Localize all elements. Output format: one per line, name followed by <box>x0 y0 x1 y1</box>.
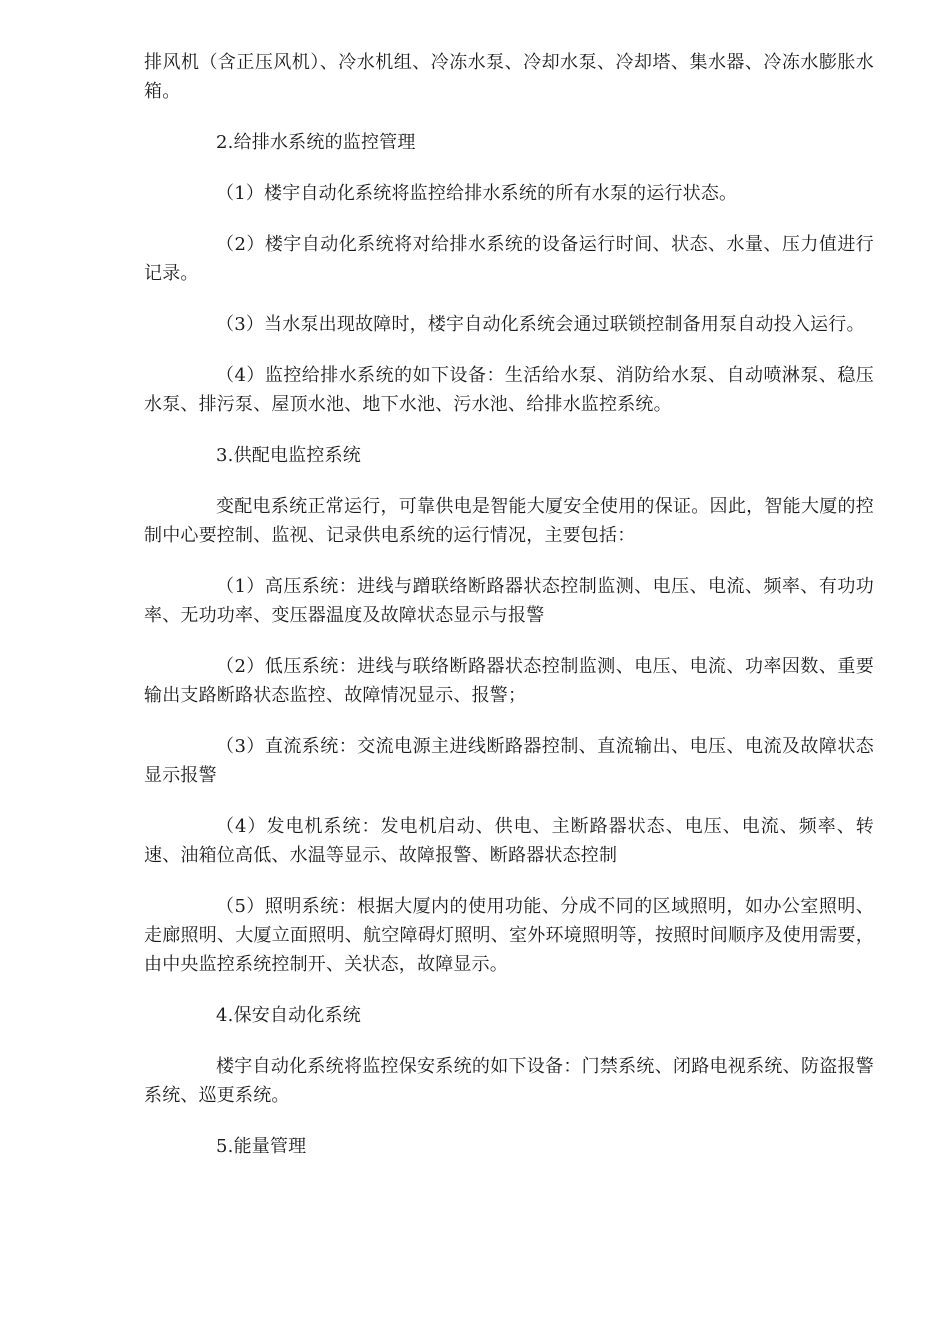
section-heading-water: 2.给排水系统的监控管理 <box>216 132 416 153</box>
section-heading-power: 3.供配电监控系统 <box>216 445 361 466</box>
power-item-3: （3）直流系统：交流电源主进线断路器控制、直流输出、电压、电流及故障状态显示报警 <box>144 736 874 786</box>
water-item-3: （3）当水泵出现故障时，楼宇自动化系统会通过联锁控制备用泵自动投入运行。 <box>216 314 865 335</box>
section-heading-security: 4.保安自动化系统 <box>216 1005 361 1026</box>
power-item-1: （1）高压系统：进线与蹭联络断路器状态控制监测、电压、电流、频率、有功功率、无功功率、变压器温度及故障状态显示与报警 <box>144 576 874 626</box>
security-paragraph: 楼宇自动化系统将监控保安系统的如下设备：门禁系统、闭路电视系统、防盗报警系统、巡更系统。 <box>144 1056 874 1106</box>
power-item-4: （4）发电机系统：发电机启动、供电、主断路器状态、电压、电流、频率、转速、油箱位高低、水温等显示、故障报警、断路器状态控制 <box>144 816 874 866</box>
power-item-5: （5）照明系统：根据大厦内的使用功能、分成不同的区域照明，如办公室照明、走廊照明、大厦立面照明、航空障碍灯照明、室外环境照明等，按照时间顺序及使用需要，由中央监控系统控制开、关状态，故障显示。 <box>144 896 874 975</box>
section-heading-energy: 5.能量管理 <box>216 1136 307 1157</box>
document-page <box>144 48 874 1161</box>
intro-paragraph: 排风机（含正压风机）、冷水机组、冷冻水泵、冷却水泵、冷却塔、集水器、冷冻水膨胀水箱。 <box>144 52 874 102</box>
water-item-2: （2）楼宇自动化系统将对给排水系统的设备运行时间、状态、水量、压力值进行记录。 <box>144 234 874 284</box>
power-item-2: （2）低压系统：进线与联络断路器状态控制监测、电压、电流、功率因数、重要输出支路断路状态监控、故障情况显示、报警； <box>144 656 874 706</box>
water-item-4: （4）监控给排水系统的如下设备：生活给水泵、消防给水泵、自动喷淋泵、稳压水泵、排污泵、屋顶水池、地下水池、污水池、给排水监控系统。 <box>144 365 874 415</box>
water-item-1: （1）楼宇自动化系统将监控给排水系统的所有水泵的运行状态。 <box>216 183 738 204</box>
power-intro-paragraph: 变配电系统正常运行，可靠供电是智能大厦安全使用的保证。因此，智能大厦的控制中心要控制、监视、记录供电系统的运行情况，主要包括： <box>144 496 874 546</box>
